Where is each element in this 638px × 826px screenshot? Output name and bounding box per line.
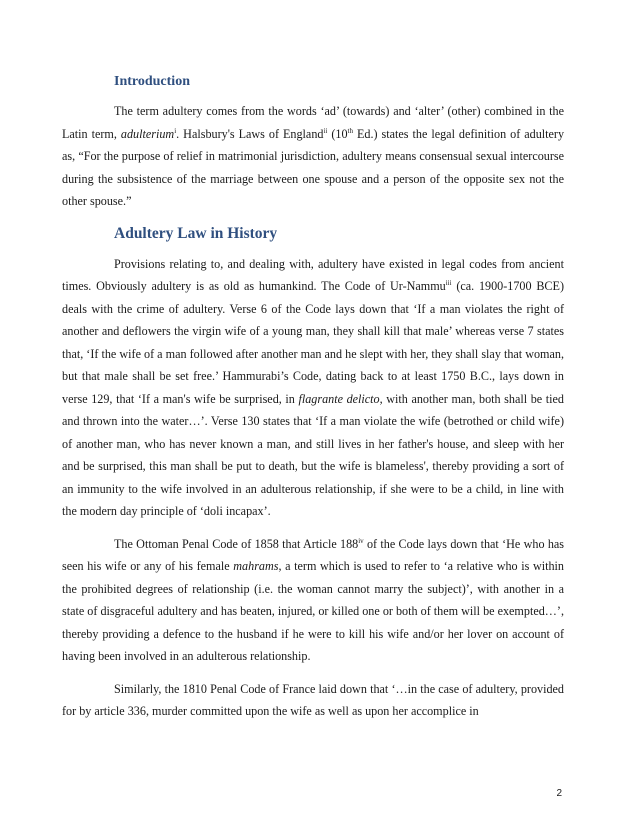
text-run: of the Code lays down that ‘He who has seen his wife or any of his female [62,536,565,573]
page-number: 2 [556,788,562,799]
text-run: with another man, both shall be tied and thrown into the water…’. Verse 130 states that ‘If a man violate the wife (betrothed or child wife) of another man, who has never known a man, and still lives in her father's house, and sleep with her and be surprised, this man shall be put to death, but the wife is blameless', thereby providing a sort of an immunity to the wife involved in an adulterous relationship, if she were to be a child, in line with the modern day principle of ‘doli incapax’. [62,391,564,518]
intro-paragraph [62,100,564,213]
text-run: Ed.) states the legal definition of adultery as, “For the purpose of relief in matrimonial jurisdiction, adultery means consensual sexual intercourse during the subsistence of the marriage between one spouse and a person of the opposite sex not the other spouse.” [62,126,565,208]
text-run: , a term which is used to refer to ‘a relative who is within the prohibited degrees of relationship (i.e. the woman cannot marry the subject)’, with another in a state of disgraceful adultery and has beaten, injured, or killed one or both of them will be exempted…’, thereby providing a defence to the husband if he were to kill his wife and/or her lover on account of having been involved in an adulterous relationship. [62,559,564,663]
term-mahrams: mahrams [233,559,279,573]
section-heading-introduction: Introduction [114,74,190,89]
text-run: The term adultery comes from the words ‘ad’ (towards) and ‘alter’ (other) combined in the Latin term, [62,104,564,141]
history-paragraph-ancient-codes [62,253,564,523]
document-body [62,68,564,733]
latin-term-adulterium: adulterium [120,126,175,141]
history-paragraph-ottoman-code [62,533,564,668]
text-run: . Halsbury's Laws of England [176,126,324,141]
text-run: (10 [327,126,348,141]
text-run: Provisions relating to, and dealing with, adultery have existed in legal codes from ancient times. Obviously adultery is as old as humankind. The Code of Ur-Nammu [62,256,564,293]
footnote-marker: iii [445,279,452,287]
footnote-marker: i [174,126,177,135]
text-run: (ca. 1900-1700 BCE) deals with the crime of adultery. Verse 6 of the Code lays down that ‘If a man violates the right of another and deflowers the virgin wife of a young man, they shall kill that male’ whereas verse 7 states that, ‘If the wife of a man followed after another man and he slept with her, they shall slay that woman, but that male shall be set free.’ Hammurabi’s Code, dating back to at least 1750 B.C., lays down in verse 129, that ‘If a man's wife be surprised, in [62,279,564,406]
history-paragraph-french-code [62,678,564,723]
section-heading-history: Adultery Law in History [114,224,278,242]
text-run: Similarly, the 1810 Penal Code of France laid down that ‘…in the case of adultery, provided for by article 336, murder committed upon the wife as well as upon her accomplice in [62,681,564,718]
footnote-marker: ii [323,126,328,135]
footnote-marker: iv [358,536,364,545]
latin-term-flagrante-delicto: flagrante delicto, [298,391,383,406]
ordinal-suffix: th [347,126,353,135]
text-run: The Ottoman Penal Code of 1858 that Article 188 [114,536,359,551]
